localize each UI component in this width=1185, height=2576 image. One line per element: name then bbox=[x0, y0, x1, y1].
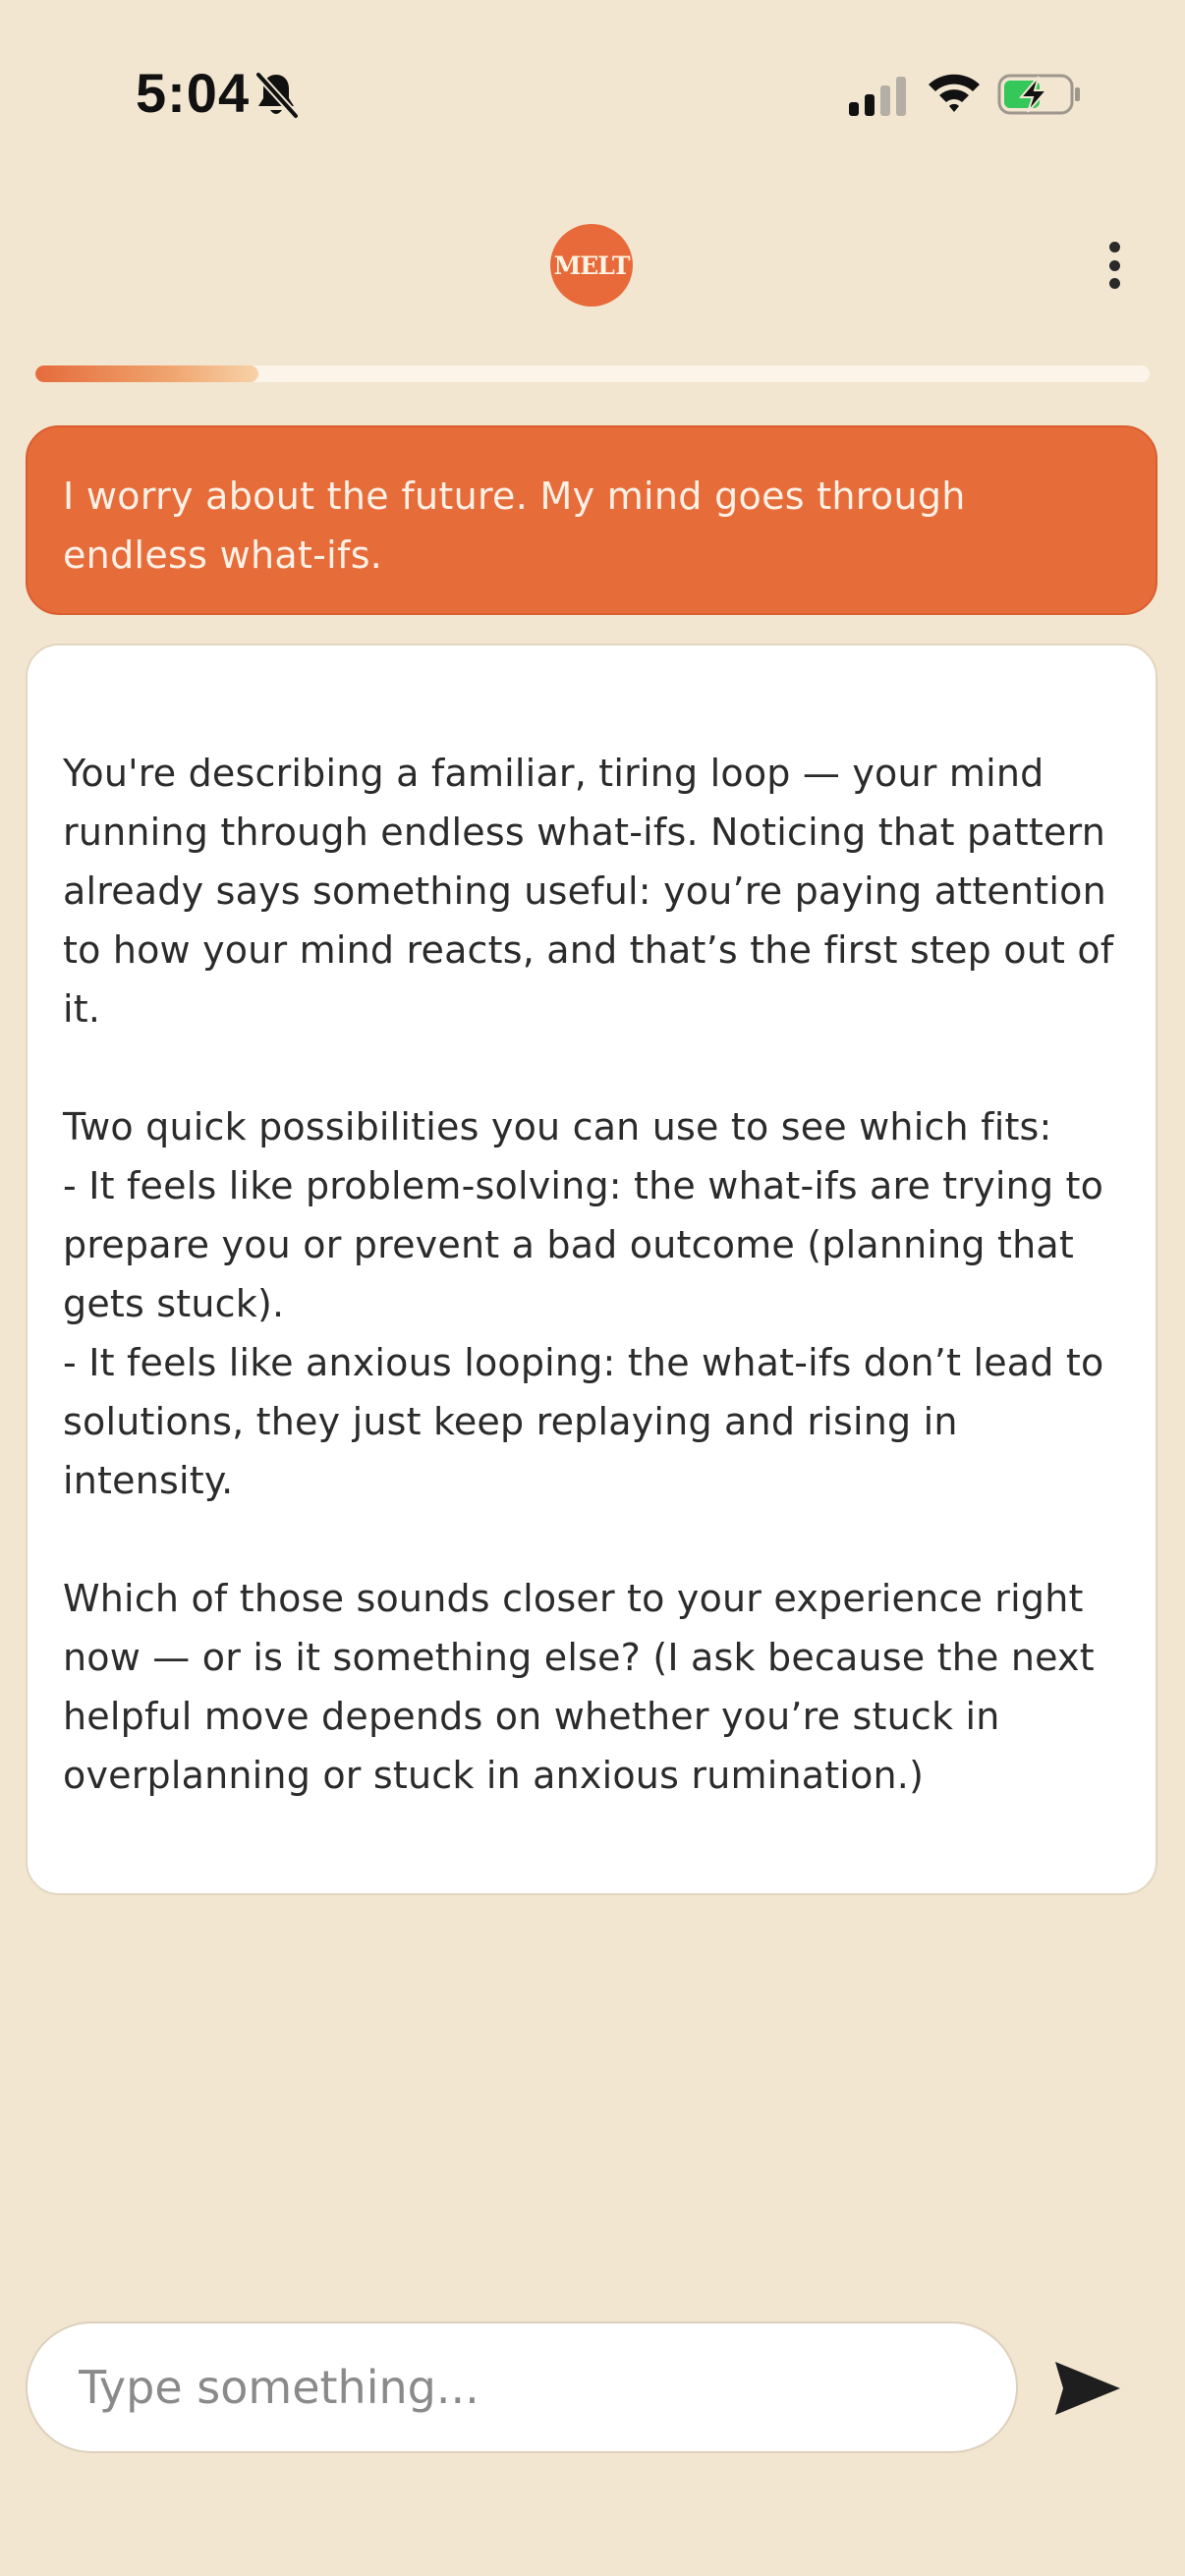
more-vertical-icon-dot bbox=[1109, 260, 1120, 271]
assistant-message-text: You're describing a familiar, tiring loop — your mind running through endless what-ifs. Noticing that pattern already says something useful: you’re paying attention to how your mind reacts, and that’s the first step out of it. Two quick possibilities you can use to see which fits: - It feels like problem-solving: the what-ifs are trying to prepare you or prevent a bad outcome (planning that gets stuck). - It feels like anxious looping: the what-ifs don’t lead to solutions, they just keep replaying and rising in intensity. Which of those sounds closer to your experience right now — or is it something else? (I ask because the next helpful move depends on whether you’re stuck in overplanning or stuck in anxious rumination.) bbox=[63, 752, 1114, 1797]
status-time: 5:04 bbox=[136, 62, 251, 124]
progress-bar bbox=[35, 365, 1150, 382]
status-bar bbox=[0, 0, 1185, 187]
message-input[interactable] bbox=[26, 2322, 1018, 2453]
send-button[interactable] bbox=[1051, 2352, 1124, 2425]
app-logo bbox=[550, 224, 633, 307]
send-icon bbox=[1053, 2360, 1122, 2417]
more-menu-button[interactable] bbox=[1093, 232, 1136, 299]
bell-slash-icon bbox=[253, 71, 300, 120]
user-message-text: I worry about the future. My mind goes through endless what-ifs. bbox=[63, 475, 966, 577]
more-vertical-icon bbox=[1109, 242, 1120, 252]
assistant-message-bubble bbox=[26, 644, 1157, 1895]
more-vertical-icon-dot bbox=[1109, 278, 1120, 289]
battery-charging-icon bbox=[997, 73, 1082, 116]
user-message-bubble bbox=[26, 425, 1157, 615]
wifi-icon bbox=[927, 71, 982, 114]
logo-text: MELT bbox=[553, 251, 630, 280]
cellular-signal-icon bbox=[849, 77, 908, 116]
progress-fill bbox=[35, 365, 258, 382]
